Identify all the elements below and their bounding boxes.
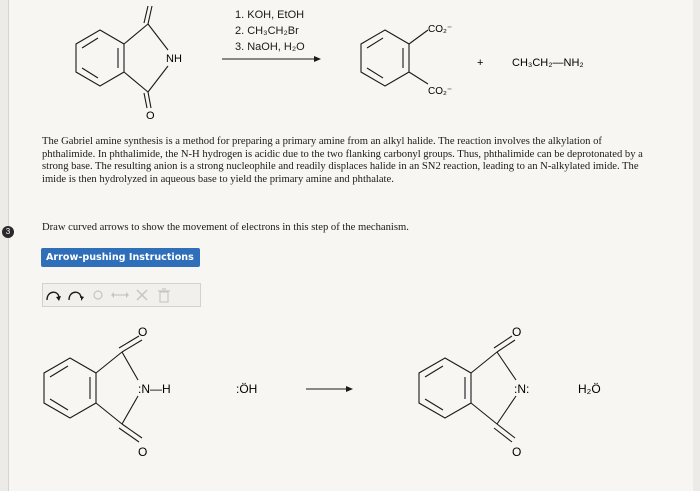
mech-nh-group[interactable]: :N—H — [138, 382, 171, 396]
reaction-arrow — [222, 56, 321, 62]
question-paragraph: The Gabriel amine synthesis is a method for preparing a primary amine from an alkyl halide. The reaction involves the alkylation of phthalimide. In phthalimide, the N-H hydrogen is acidic due to the two flanking carbonyl groups. Thus, phthalimide can be deprotonated by a strong base. The resulting anion is a strong nucleophile and readily displaces halide in an SN2 reaction, leading to an N-alkylated imide. The imide is then hydrolyzed in aqueous base to yield the primary amine and phthalate. — [42, 136, 643, 185]
product-co2-bottom: CO₂⁻ — [428, 86, 453, 97]
mechanism-anion — [419, 336, 516, 442]
water[interactable]: H₂Ö — [578, 382, 601, 396]
curved-arrow-icon[interactable] — [43, 284, 65, 306]
reactant-o-label: O — [146, 110, 155, 122]
anion-nitrogen[interactable]: :N: — [514, 382, 530, 396]
arrow-pushing-instructions-button[interactable]: Arrow-pushing Instructions — [41, 248, 200, 267]
mechanism-arrow — [306, 386, 353, 392]
question-instruction: Draw curved arrows to show the movement of electrons in this step of the mechanism. — [42, 222, 409, 233]
reactant-nh-label: NH — [166, 53, 182, 65]
delete-x-icon[interactable] — [131, 284, 153, 306]
amine-product: CH₃CH₂—NH₂ — [512, 57, 584, 69]
mechanism-phthalimide — [44, 336, 142, 442]
hydroxide[interactable]: :ÖH — [236, 382, 258, 396]
drawing-toolbar — [42, 283, 201, 307]
mech-top-o: O — [138, 325, 148, 339]
trash-icon[interactable] — [153, 284, 175, 306]
anion-bottom-o: O — [512, 445, 522, 459]
product-co2-top: CO₂⁻ — [428, 24, 453, 35]
condition-step-3: 3. NaOH, H₂O — [235, 41, 305, 53]
condition-step-2: 2. CH₃CH₂Br — [235, 25, 299, 37]
phthalate-structure — [361, 30, 428, 86]
electron-dot-icon[interactable] — [87, 284, 109, 306]
curved-arrow-half-icon[interactable] — [65, 284, 87, 306]
condition-step-1: 1. KOH, EtOH — [235, 9, 305, 21]
question-number-badge: 3 — [2, 226, 14, 238]
reaction-conditions — [235, 7, 305, 55]
double-arrow-icon[interactable] — [109, 284, 131, 306]
mech-bottom-o: O — [138, 445, 148, 459]
plus-sign: + — [477, 57, 484, 69]
phthalimide-structure — [76, 6, 168, 108]
anion-top-o: O — [512, 325, 522, 339]
